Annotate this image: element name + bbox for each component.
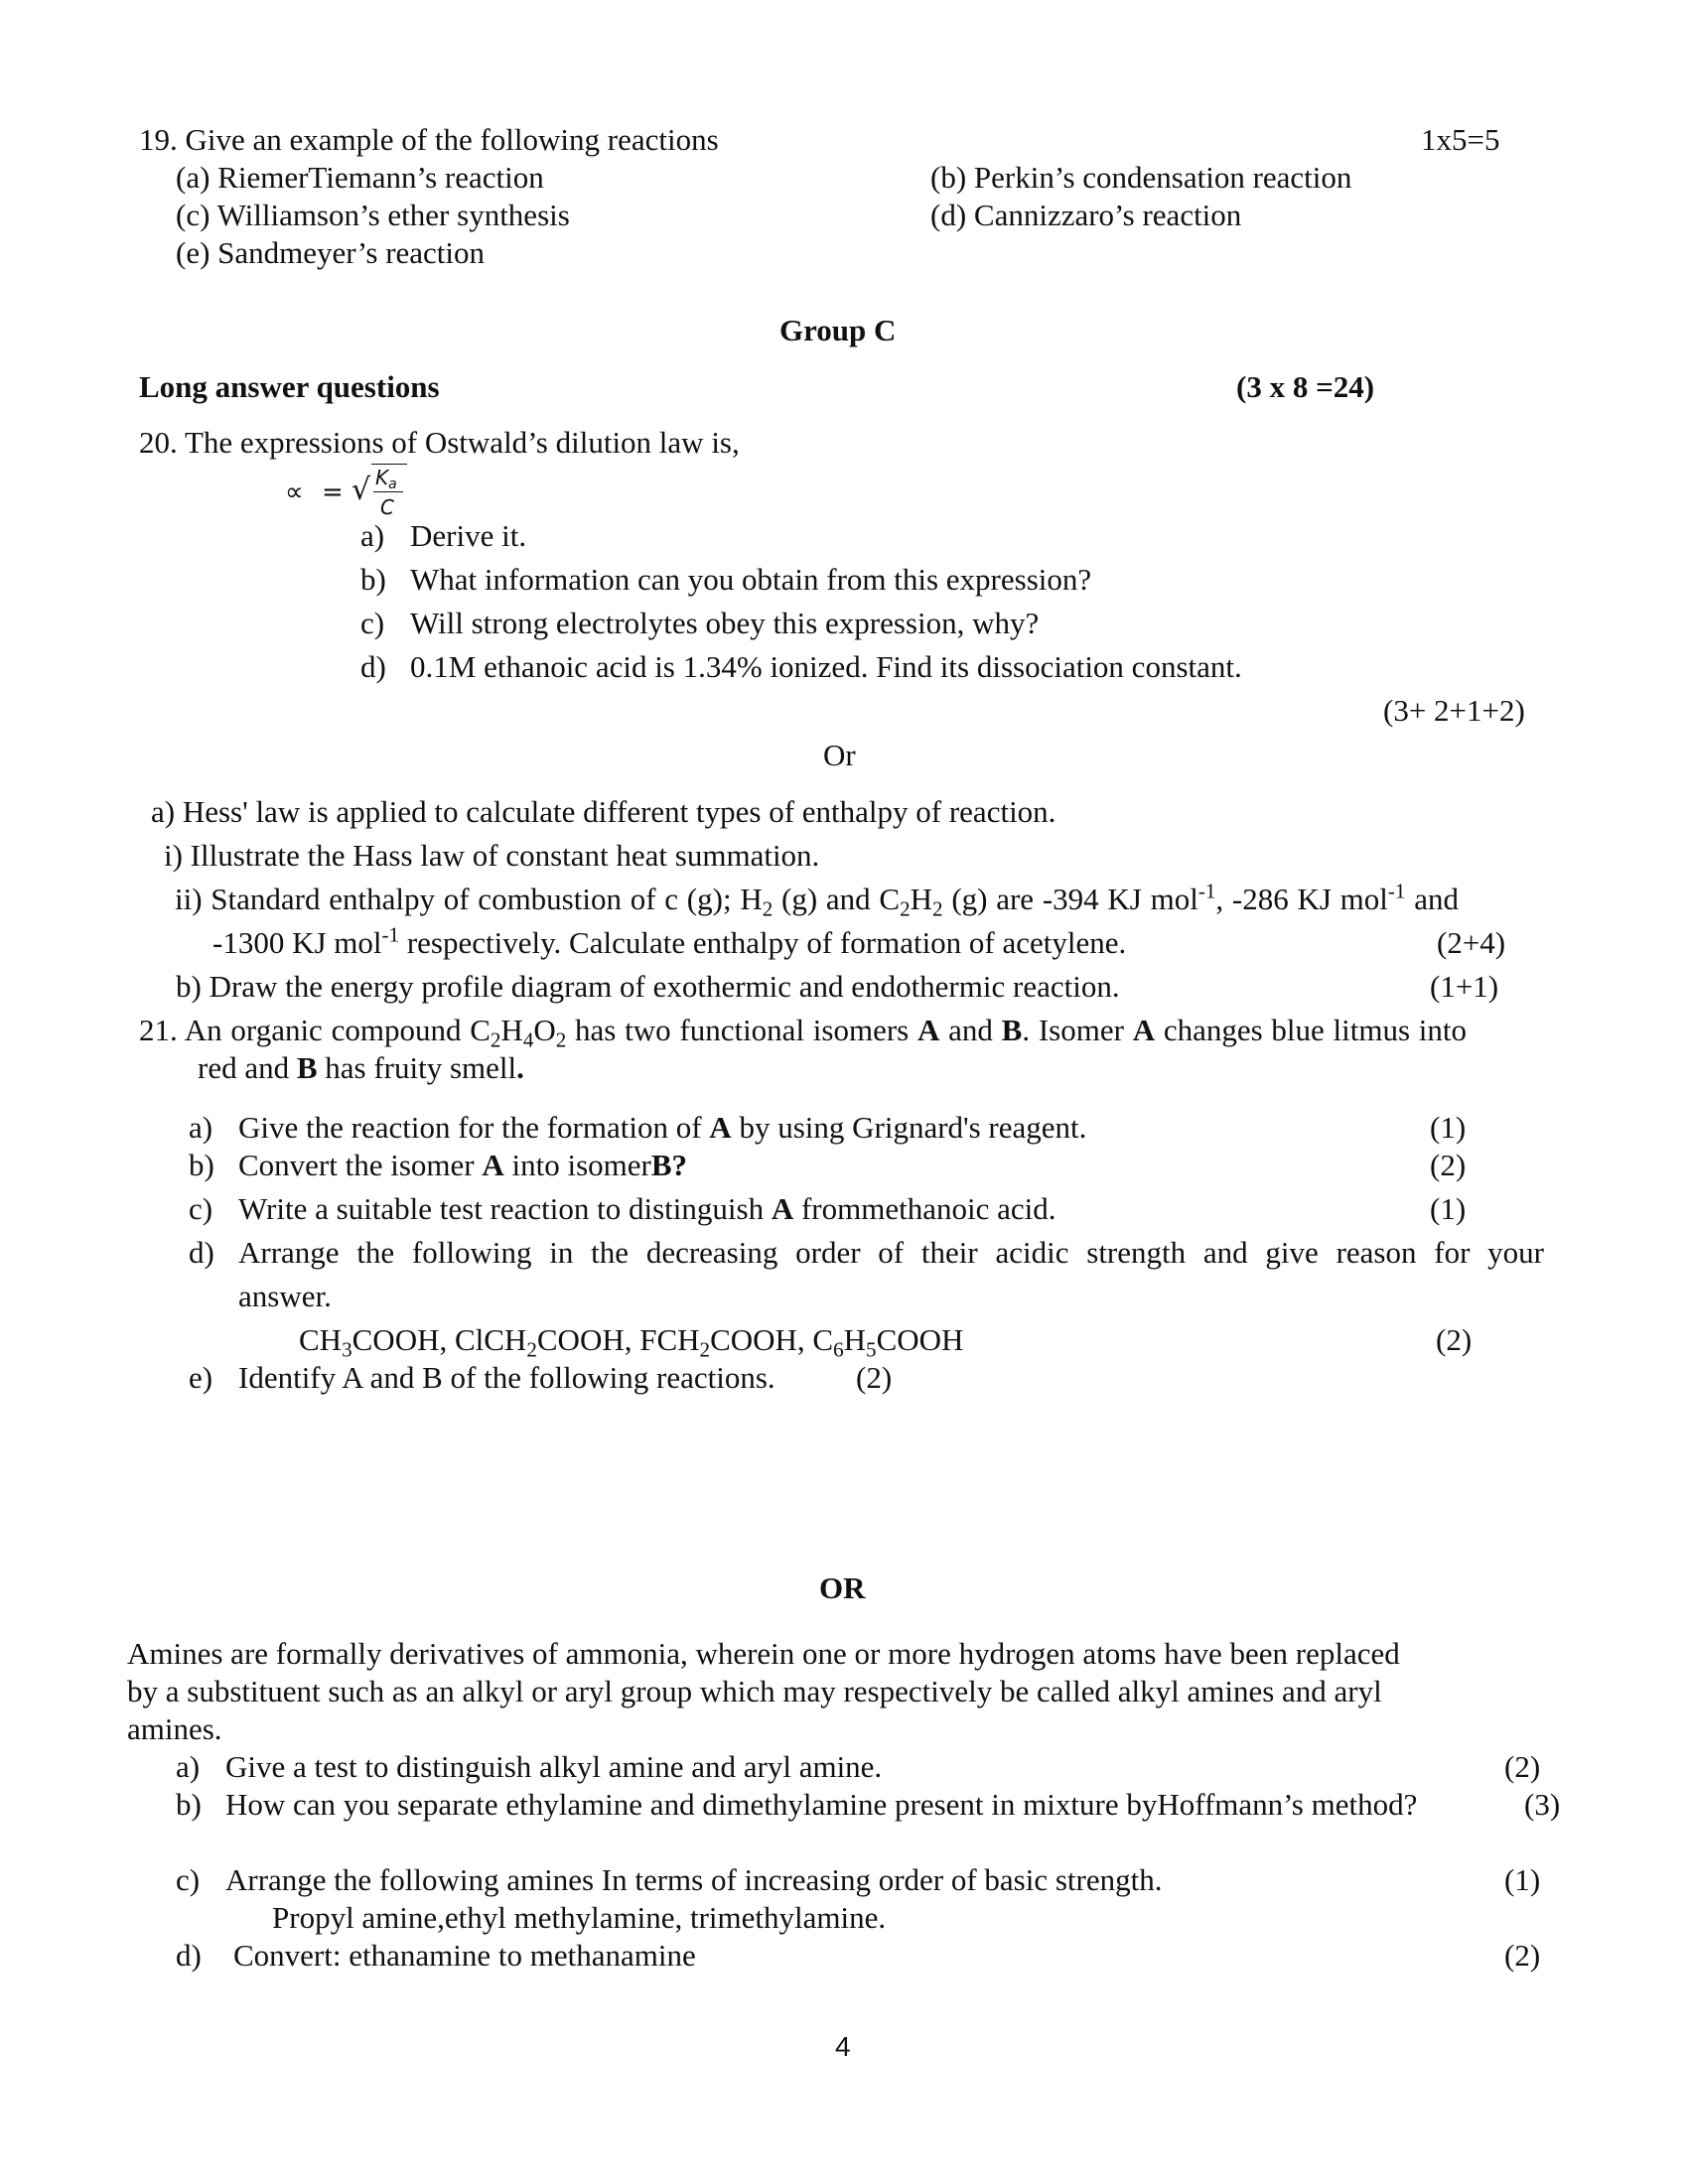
q20-stem: 20. The expressions of Ostwald’s dilution law is, <box>139 425 740 460</box>
q20-alt-a: a) Hess' law is applied to calculate different types of enthalpy of reaction. <box>151 794 1056 829</box>
formula-equals: = <box>322 478 344 507</box>
q20-item-c-label: c) <box>360 606 385 640</box>
q21-item-c: Write a suitable test reaction to distinguish A frommethanoic acid. <box>238 1191 1056 1226</box>
group-title: Group C <box>779 313 897 347</box>
q19-option-d: (d) Cannizzaro’s reaction <box>930 198 1242 232</box>
formula-denominator: C <box>380 495 394 519</box>
q21-item-c-marks: (1) <box>1430 1191 1467 1226</box>
q20-item-b: What information can you obtain from this expression? <box>410 562 1092 597</box>
q21-item-a-label: a) <box>189 1110 213 1145</box>
q20-item-d-label: d) <box>360 649 386 684</box>
q19-option-c: (c) Williamson’s ether synthesis <box>176 198 570 232</box>
q21-item-d-compounds: $CH_3COOH$, ClCH$_2$COOH, $FCH_2COOH$, $C_6H_5COOH$ <box>299 1322 964 1362</box>
q21-item-e-label: e) <box>189 1360 213 1395</box>
amines-item-d: Convert: ethanamine to methanamine <box>233 1938 696 1973</box>
amines-item-c: Arrange the following amines In terms of increasing order of basic strength. <box>225 1862 1163 1897</box>
formula-fraction-bar <box>373 491 403 492</box>
amines-item-c-marks: (1) <box>1504 1862 1541 1897</box>
q20-item-a-label: a) <box>360 518 385 553</box>
q21-item-a: Give the reaction for the formation of A by using Grignard's reagent. <box>238 1110 1087 1145</box>
amines-item-a-label: a) <box>176 1749 201 1784</box>
q20-item-d: 0.1M ethanoic acid is 1.34% ionized. Find its dissociation constant. <box>410 649 1242 684</box>
amines-item-c-list: Propyl amine,ethyl methylamine, trimethylamine. <box>272 1900 887 1935</box>
q20-alt-b-marks: (1+1) <box>1430 969 1499 1004</box>
q20-alt-i: i) Illustrate the Hass law of constant heat summation. <box>164 838 820 873</box>
section-heading: Long answer questions <box>139 369 440 404</box>
q21-item-d-line1: Arrange the following in the decreasing order of their acidic strength and give reason for your <box>238 1235 1544 1270</box>
formula-numerator-subscript: a <box>388 477 397 493</box>
q21-item-c-label: c) <box>189 1191 213 1226</box>
formula-radical-bar <box>371 464 407 465</box>
section-marks: (3 x 8 =24) <box>1236 369 1375 404</box>
amines-item-b: How can you separate ethylamine and dimethylamine present in mixture byHoffmann’s method? <box>225 1787 1418 1822</box>
amines-item-d-marks: (2) <box>1504 1938 1541 1973</box>
amines-item-a: Give a test to distinguish alkyl amine and aryl amine. <box>225 1749 883 1784</box>
q21-item-e-marks: (2) <box>856 1360 893 1395</box>
q21-item-b-marks: (2) <box>1430 1148 1467 1182</box>
amines-intro-line2: by a substituent such as an alkyl or aryl group which may respectively be called alkyl amines and aryl <box>127 1674 1382 1708</box>
q20-item-c: Will strong electrolytes obey this expression, why? <box>410 606 1040 640</box>
q19-option-e: (e) Sandmeyer’s reaction <box>176 235 486 270</box>
amines-item-b-label: b) <box>176 1787 202 1822</box>
q21-or: OR <box>819 1570 866 1605</box>
amines-intro-line3: amines. <box>127 1711 222 1746</box>
amines-item-b-marks: (3) <box>1524 1787 1561 1822</box>
q20-alt-ii-line2: -1300 KJ mol$^{-1}$ respectively. Calculate enthalpy of formation of acetylene. <box>212 922 1127 960</box>
q21-stem-line1: 21. An organic compound $C_2H_4O_2$ has two functional isomers A and B. Isomer A changes blue litmus into <box>139 1013 1468 1052</box>
q21-item-a-marks: (1) <box>1430 1110 1467 1145</box>
q19-option-b: (b) Perkin’s condensation reaction <box>930 160 1352 195</box>
q21-item-d-label: d) <box>189 1235 214 1270</box>
amines-item-c-label: c) <box>176 1862 201 1897</box>
q21-item-d-marks: (2) <box>1436 1322 1473 1357</box>
q21-item-d-line2: answer. <box>238 1279 332 1313</box>
amines-intro-line1: Amines are formally derivatives of ammonia, wherein one or more hydrogen atoms have been replaced <box>127 1636 1400 1671</box>
q21-item-b-label: b) <box>189 1148 214 1182</box>
q20-alt-ii-line1: ii) Standard enthalpy of combustion of c (g); $H_2$ (g) and $C_2H_2$ (g) are -394 KJ mol$^{-1}$, -286 KJ mol$^{-1}$ and <box>175 879 1459 921</box>
formula-numerator: $K_a$ <box>375 466 397 493</box>
formula-alpha: ∝ <box>285 478 304 507</box>
amines-item-a-marks: (2) <box>1504 1749 1541 1784</box>
q19-stem: 19. Give an example of the following reactions <box>139 122 719 157</box>
q21-item-b: Convert the isomer A into isomerB? <box>238 1148 688 1182</box>
q19-option-a: (a) RiemerTiemann’s reaction <box>176 160 544 195</box>
ostwald-formula <box>280 462 439 523</box>
q20-or: Or <box>823 738 856 772</box>
q20-item-b-label: b) <box>360 562 386 597</box>
q21-item-e: Identify A and B of the following reactions. <box>238 1360 775 1395</box>
q20-alt-b: b) Draw the energy profile diagram of exothermic and endothermic reaction. <box>176 969 1120 1004</box>
q20-marks: (3+ 2+1+2) <box>1383 693 1525 728</box>
q20-alt-ii-marks: (2+4) <box>1437 925 1506 960</box>
formula-root-sign: √ <box>352 473 371 507</box>
amines-item-d-label: d) <box>176 1938 202 1973</box>
q21-stem-line2: red and B has fruity smell. <box>198 1050 524 1085</box>
page-number: 4 <box>835 2031 851 2062</box>
q19-marks: 1x5=5 <box>1421 122 1500 157</box>
q20-item-a: Derive it. <box>410 518 527 553</box>
